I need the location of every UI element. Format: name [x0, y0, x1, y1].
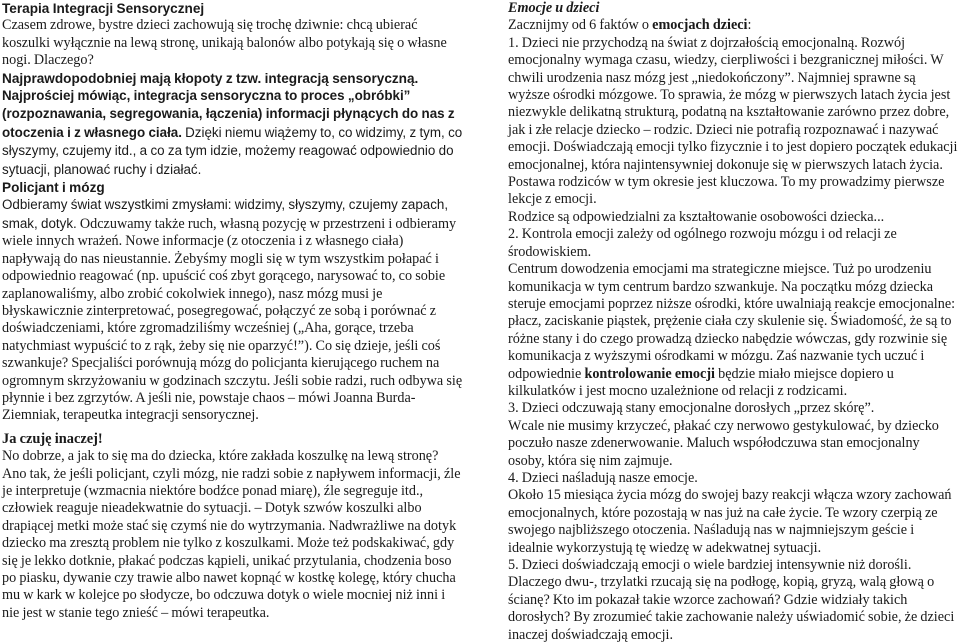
- fact-3-body: Wcale nie musimy krzyczeć, płakać czy nerwowo gestykulować, by dziecko poczuło nasze zdenerwowanie. Maluch współodczuwa stan emocjonalny osoby, która się nim zajmuje.: [508, 417, 939, 469]
- right-intro: [508, 17, 958, 34]
- fact-2-body-post: będzie miało miejsce dopiero u kilkulatków i jest mocno uzależnione od relacji z rodzicami.: [508, 365, 894, 399]
- section-ja-czuje-body: No dobrze, a jak to się ma do dziecka, które zakłada koszulkę na lewą stronę? Ano tak, że jeśli policjant, czyli mózg, nie radzi sobie z napływem informacji, źle je interpretuje (wzmacnia niektóre bodźce ponad miarę), źle segreguje itd., człowiek reaguje nieadekwatnie do sytuacji. – Dotyk szwów koszulki albo drapiącej metki może stać się czymś nie do wytrzymania. Nadwrażliwe na dotyk dziecko ma zresztą problem nie tylko z koszulkami. Może też podskakiwać, gdy się je lekko dotknie, płakać podczas kąpieli, unikać przytulania, chodzenia boso po piasku, dywanie czy trawie albo nawet kopnąć w kostkę kolegę, który chucha mu w kark w kolejce po słodycze, bo odczuwa dotyk o wiele mocniej niż inni i nie jest w stanie tego znieść – mówi terapeutka.: [2, 448, 461, 621]
- definition-rest-text: Dzięki niemu wiążemy to, co widzimy, z tym, co słyszymy, czujemy itd., a co za tym idzie, możemy reagować odpowiednio do sytuacji, planować ruchy i działać.: [2, 124, 463, 177]
- right-intro-bold: emocjach dzieci: [652, 17, 748, 34]
- fact-1: 1. Dzieci nie przychodzą na świat z dojrzałością emocjonalną. Rozwój emocjonalny wymaga czasu, wiedzy, cierpliwości i bezgranicznej miłości. W chwili urodzenia nasz mózg jest „niedokończony”. Najmniej sprawne są wyższe ośrodki mózgowe. To sprawia, że mózg w pierwszych latach życia jest niezwykle delikatną strukturą, podatną na kształtowanie zarówno przez dobre, jak i złe relacje dziecko – rodzic. Dzieci nie potrafią rozpoznawać i nazywać emocji. Doświadczają emocji tylko fizycznie i to jest dopiero początek edukacji emocjonalnej, która najintensywniej dokonuje się w pierwszych latach życia. Postawa rodziców w tym okresie jest kluczowa. To my prowadzimy pierwsze lekcje z emocji.: [508, 34, 958, 208]
- left-lead: Najprawdopodobniej mają kłopoty z tzw. integracją sensoryczną.: [2, 70, 419, 86]
- section-heading-policjant: Policjant i mózg: [2, 180, 105, 196]
- section-policjant-sans: Odbieramy świat wszystkimi zmysłami: widzimy, słyszymy, czujemy zapach, smak, dotyk.: [2, 197, 449, 231]
- fact-1-note: Rodzice są odpowiedzialni za kształtowanie osobowości dziecka...: [508, 208, 885, 225]
- left-intro: Czasem zdrowe, bystre dzieci zachowują się trochę dziwnie: chcą ubierać koszulki wyłącznie na lewą stronę, unikają balonów albo potykają się o własne nogi. Dlaczego?: [2, 17, 447, 69]
- fact-2-body: [508, 261, 958, 400]
- left-title: Terapia Integracji Sensorycznej: [2, 1, 205, 16]
- fact-2-body-pre: Centrum dowodzenia emocjami ma strategiczne miejsce. Tuż po urodzeniu komunikacja w tym centrum bardzo szwankuje. Na początku mózg dziecka steruje emocjami poprzez niższe ośrodki, które uwalniają reakcje emocjonalne: płacz, zaciskanie piąstek, prężenie ciała czy skulenie się. Świadomość, że są to różne stany i do czego prowadzą dziecko nabędzie wówczas, gdy rozwinie się komunikacja z wyższymi ośrodkami w mózgu. Zaś nazwanie tych uczuć i odpowiednie: [508, 261, 956, 382]
- fact-5: 5. Dzieci doświadczają emocji o wiele bardziej intensywnie niż dorośli. Dlaczego dwu-, trzylatki rzucają się na podłogę, kopią, gryzą, walą głową o ścianę? Kto im pokazał takie wzorce zachowań? Gdzie widziały takich dorosłych? By zrozumieć takie zachowanie należy uświadomić sobie, że dzieci inaczej doświadczają emocji.: [508, 557, 955, 643]
- fact-4: 4. Dzieci naśladują nasze emocje.: [508, 469, 698, 486]
- right-intro-post: :: [747, 17, 752, 34]
- section-policjant-body: [2, 196, 464, 424]
- left-definition: [2, 87, 464, 179]
- definition-bold-text: Najprościej mówiąc, integracja sensoryczna to proces „obróbki” (rozpoznawania, segregowania, łączenia) informacji płynących do nas z otoczenia i z własnego ciała.: [2, 88, 455, 140]
- section-heading-ja-czuje: Ja czuję inaczej!: [2, 430, 103, 447]
- fact-2-body-bold: kontrolowanie emocji: [584, 365, 715, 382]
- right-column: [508, 0, 958, 644]
- right-intro-pre: Zacznijmy od 6 faktów o: [508, 17, 653, 34]
- left-column: [2, 0, 464, 622]
- fact-3: 3. Dzieci odczuwają stany emocjonalne dorosłych „przez skórę”.: [508, 400, 875, 417]
- fact-4-body: Około 15 miesiąca życia mózg do swojej bazy reakcji włącza wzory zachowań emocjonalnych, które pozostają w nas już na całe życie. Te wzory czerpią ze swojego najbliższego otoczenia. Naśladują nas w najmniejszym geście i idealnie wykorzystują tę wiedzę w adekwatnej sytuacji.: [508, 487, 952, 556]
- fact-2: 2. Kontrola emocji zależy od ogólnego rozwoju mózgu i od relacji ze środowiskiem.: [508, 226, 897, 260]
- section-policjant-text: Odczuwamy także ruch, własną pozycję w przestrzeni i odbieramy wiele innych wrażeń. Nowe informacje (z otoczenia i z własnego ciała) napływają do nas nieustannie. Żebyśmy mogli się w tym wszystkim połapać i odpowiednio reagować (np. upuścić coś zbyt gorącego, narysować to, co sobie zaplanowaliśmy, albo zrobić cokolwiek innego), nasz mózg musi je błyskawicznie zinterpretować, posegregować, połączyć ze sobą i porównać z doświadczeniami, które zgromadziliśmy wcześniej („Aha, gorące, trzeba natychmiast wypuścić to z rąk, żeby się nie oparzyć!”). Co się dzieje, jeśli coś szwankuje? Specjaliści porównują mózg do policjanta kierującego ruchem na ogromnym skrzyżowaniu w godzinach szczytu. Jeśli sobie radzi, ruch odbywa się płynnie i bez zgrzytów. A jeśli nie, powstaje chaos – mówi Joanna Burda-Ziemniak, terapeutka integracji sensorycznej.: [2, 215, 463, 424]
- right-title: Emocje u dzieci: [508, 0, 600, 16]
